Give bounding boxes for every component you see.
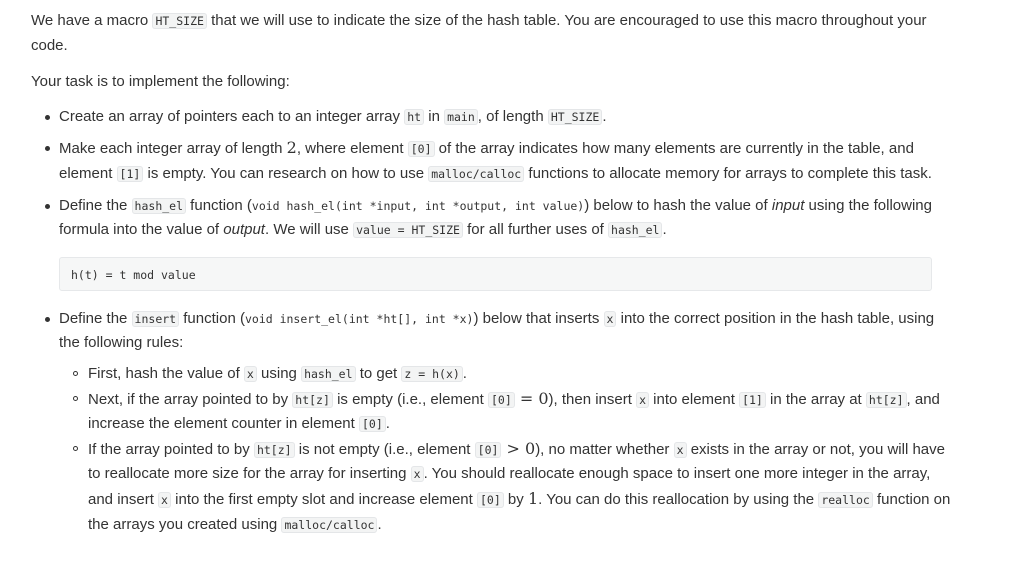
inline-code: [0] — [475, 442, 502, 458]
inline-code: x — [604, 311, 617, 327]
math-expression: > 0 — [501, 438, 536, 458]
inline-code: [0] — [359, 416, 386, 432]
inline-code: malloc/calloc — [281, 517, 377, 533]
inline-code: hash_el — [132, 198, 186, 214]
inline-code: z = h(x) — [401, 366, 462, 382]
list-item: Define the hash_el function (void hash_el(int *input, int *output, int value)) below to hash the value of input using the following formula into the value of output. We will use value = HT_SIZE for all further uses of hash_el . — [31, 194, 951, 243]
inline-code: [1] — [117, 166, 144, 182]
inline-code: HT_SIZE — [548, 109, 602, 125]
document-body — [31, 9, 951, 544]
inline-code: [0] — [477, 492, 504, 508]
inline-code: ht[z] — [866, 392, 907, 408]
inline-code: x — [636, 392, 649, 408]
inline-code: value = HT_SIZE — [353, 222, 463, 238]
inline-code: x — [411, 466, 424, 482]
task-list-continued — [31, 307, 951, 537]
inline-code: x — [674, 442, 687, 458]
task-intro-paragraph: Your task is to implement the following: — [31, 73, 290, 91]
function-signature: void hash_el(int *input, int *output, int value) — [251, 198, 585, 213]
inline-code: x — [244, 366, 257, 382]
inline-code: ht[z] — [254, 442, 295, 458]
inline-code: ht — [404, 109, 424, 125]
math-expression: = 0 — [514, 388, 549, 408]
list-item: Make each integer array of length 2, where element [0] of the array indicates how many elements are currently in the table, and element [1] is empty. You can research on how to use malloc/calloc functions to allocate memory for arrays to complete this task. — [31, 136, 951, 186]
task-list — [31, 105, 951, 243]
rules-list — [59, 362, 951, 537]
math-number: 2 — [286, 138, 297, 158]
inline-code: x — [158, 492, 171, 508]
inline-code: malloc/calloc — [428, 166, 524, 182]
function-signature: void insert_el(int *ht[], int *x) — [244, 311, 474, 326]
intro-paragraph: We have a macro HT_SIZE that we will use to indicate the size of the hash table. You are encouraged to use this macro throughout your code. — [31, 12, 927, 54]
list-item: Define the insert function (void insert_el(int *ht[], int *x)) below that inserts x into the correct position in the hash table, using the following rules: First, hash the value of x using hash_el to get z = h(x) . Next, if the array pointed to by ht[z] is empty (i.e., element [0] = 0), then insert x into element [1] in the array at ht[z] , and increase the element counter in element [0] . If the array pointed to by ht[z] is not empty (i.e., element [0] > 0), no matter whether x exists in the array or not, you will have to reallocate more size for the array for inserting x . You should reallocate enough space to insert one more integer in the array, and insert x into the first empty slot and increase element [0] by 1. You can do this reallocation by using the realloc function on the arrays you created using malloc/calloc . — [31, 307, 951, 537]
math-number: 1 — [527, 488, 539, 508]
list-item: Next, if the array pointed to by ht[z] is empty (i.e., element [0] = 0), then insert x into element [1] in the array at ht[z] , and increase the element counter in element [0] . — [59, 387, 951, 437]
list-item: First, hash the value of x using hash_el to get z = h(x) . — [59, 362, 951, 387]
inline-code: hash_el — [608, 222, 662, 238]
inline-code: main — [444, 109, 478, 125]
inline-code: hash_el — [301, 366, 355, 382]
formula-code-block: h(t) = t mod value — [59, 257, 932, 291]
inline-code: HT_SIZE — [152, 13, 206, 29]
list-item: Create an array of pointers each to an integer array ht in main , of length HT_SIZE . — [31, 105, 951, 130]
inline-code: ht[z] — [292, 392, 333, 408]
inline-code: [0] — [488, 392, 515, 408]
inline-code: realloc — [818, 492, 872, 508]
inline-code: insert — [132, 311, 180, 327]
inline-code: [0] — [408, 141, 435, 157]
list-item: If the array pointed to by ht[z] is not empty (i.e., element [0] > 0), no matter whether x exists in the array or not, you will have to reallocate more size for the array for inserting x . You should reallocate enough space to insert one more integer in the array, and insert x into the first empty slot and increase element [0] by 1. You can do this reallocation by using the realloc function on the arrays you created using malloc/calloc . — [59, 437, 951, 537]
inline-code: [1] — [739, 392, 766, 408]
